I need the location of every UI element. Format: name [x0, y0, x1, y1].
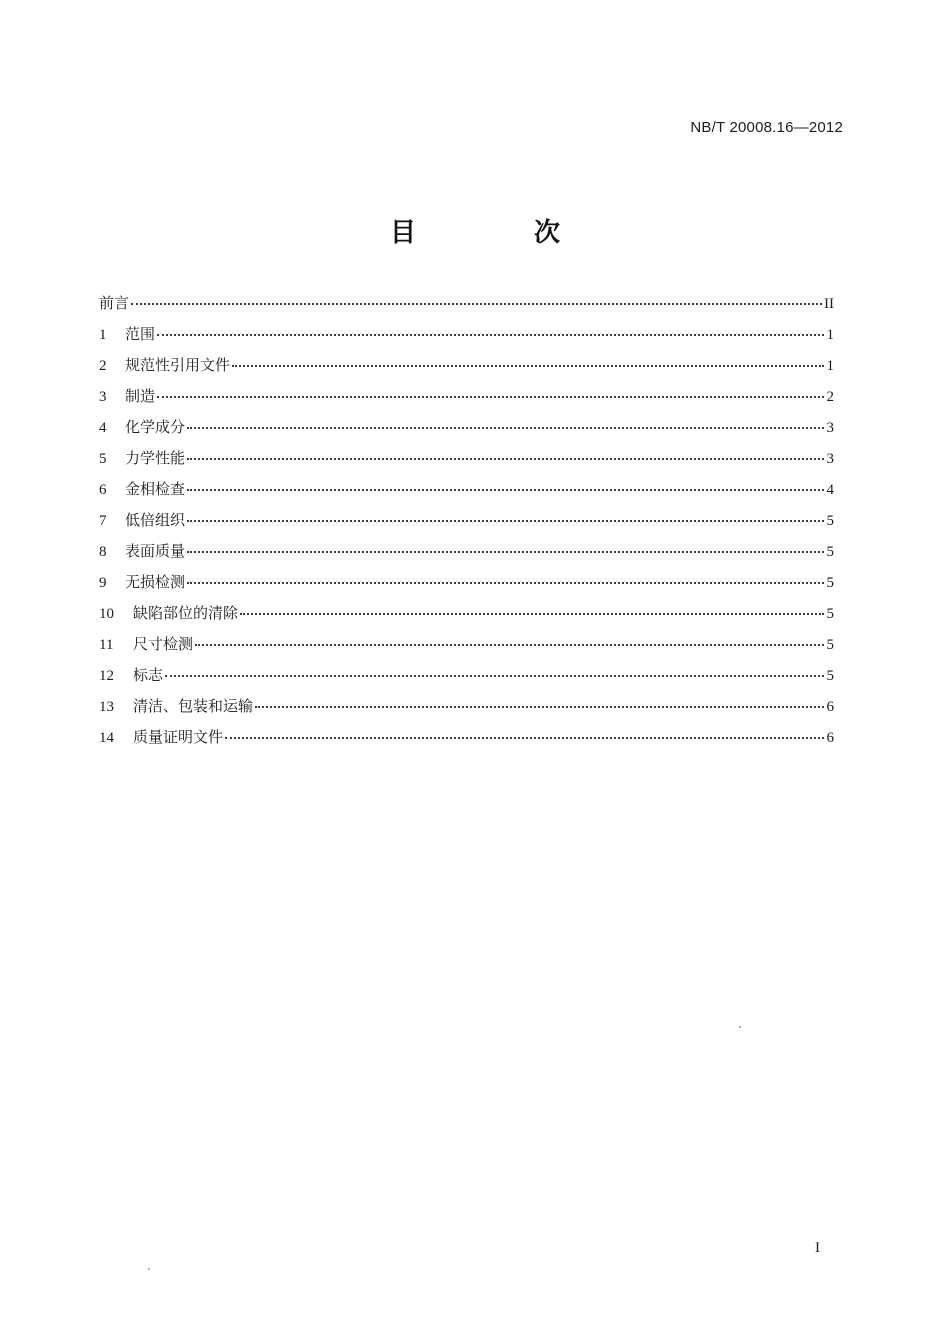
- toc-entry-8[interactable]: [99, 540, 834, 571]
- toc-entry-label: 无损检测: [125, 573, 186, 591]
- toc-entry-10[interactable]: [99, 602, 834, 633]
- toc-entry-number: 9: [99, 575, 107, 591]
- toc-title: 目 次: [389, 218, 606, 248]
- toc-entry-page: 5: [826, 668, 834, 684]
- dot-leader: [157, 334, 824, 336]
- dot-leader: [232, 365, 824, 367]
- toc-entry-number: 7: [99, 513, 107, 529]
- toc-entry-number: 13: [99, 699, 114, 715]
- toc-entry-5[interactable]: [99, 447, 834, 478]
- toc-entry-label: 清洁、包装和运输: [133, 697, 254, 715]
- toc-entry-number: 4: [99, 420, 107, 436]
- toc-entry-number: 2: [99, 358, 107, 374]
- toc-entry-label: 规范性引用文件: [125, 356, 231, 374]
- dot-leader: [187, 582, 824, 584]
- table-of-contents: [99, 292, 834, 757]
- toc-entry-label: 范围: [125, 325, 156, 343]
- toc-entry-page: 5: [826, 637, 834, 653]
- toc-entry-1[interactable]: [99, 323, 834, 354]
- toc-entry-page: 5: [826, 544, 834, 560]
- toc-entry-number: 10: [99, 606, 114, 622]
- toc-entry-label: 表面质量: [125, 542, 186, 560]
- toc-entry-label: 化学成分: [125, 418, 186, 436]
- toc-entry-number: 6: [99, 482, 107, 498]
- dot-leader: [225, 737, 824, 739]
- toc-entry-number: 12: [99, 668, 114, 684]
- dot-leader: [240, 613, 824, 615]
- toc-entry-3[interactable]: [99, 385, 834, 416]
- toc-entry-page: 1: [826, 327, 834, 343]
- scan-speck: [148, 1268, 150, 1270]
- toc-entry-page: II: [824, 296, 834, 312]
- toc-entry-2[interactable]: [99, 354, 834, 385]
- toc-entry-label: 制造: [125, 387, 156, 405]
- standard-code: NB/T 20008.16—2012: [690, 119, 843, 136]
- dot-leader: [187, 489, 824, 491]
- dot-leader: [187, 551, 824, 553]
- toc-entry-label: 金相检查: [125, 480, 186, 498]
- dot-leader: [131, 303, 822, 305]
- toc-entry-page: 6: [826, 730, 834, 746]
- dot-leader: [157, 396, 824, 398]
- toc-entry-14[interactable]: [99, 726, 834, 757]
- toc-entry-page: 3: [826, 420, 834, 436]
- toc-entry-page: 2: [826, 389, 834, 405]
- toc-entry-page: 1: [826, 358, 834, 374]
- toc-entry-label: 缺陷部位的清除: [133, 604, 239, 622]
- toc-entry-page: 5: [826, 575, 834, 591]
- toc-entry-6[interactable]: [99, 478, 834, 509]
- toc-entry-11[interactable]: [99, 633, 834, 664]
- page-number: I: [815, 1240, 820, 1256]
- toc-entry-number: 1: [99, 327, 107, 343]
- toc-entry-label: 前言: [99, 294, 130, 312]
- dot-leader: [255, 706, 824, 708]
- toc-entry-4[interactable]: [99, 416, 834, 447]
- toc-entry-label: 质量证明文件: [133, 728, 224, 746]
- dot-leader: [195, 644, 824, 646]
- toc-entry-page: 6: [826, 699, 834, 715]
- dot-leader: [187, 520, 824, 522]
- toc-entry-number: 8: [99, 544, 107, 560]
- toc-entry-number: 14: [99, 730, 114, 746]
- toc-entry-12[interactable]: [99, 664, 834, 695]
- scan-speck: [739, 1026, 741, 1028]
- toc-entry-label: 力学性能: [125, 449, 186, 467]
- toc-entry-label: 尺寸检测: [133, 635, 194, 653]
- toc-entry-page: 5: [826, 606, 834, 622]
- toc-entry-foreword[interactable]: [99, 292, 834, 323]
- toc-entry-7[interactable]: [99, 509, 834, 540]
- dot-leader: [187, 427, 824, 429]
- toc-entry-page: 4: [826, 482, 834, 498]
- toc-entry-number: 3: [99, 389, 107, 405]
- toc-entry-page: 3: [826, 451, 834, 467]
- toc-entry-page: 5: [826, 513, 834, 529]
- toc-entry-number: 5: [99, 451, 107, 467]
- toc-entry-13[interactable]: [99, 695, 834, 726]
- dot-leader: [187, 458, 824, 460]
- toc-entry-number: 11: [99, 637, 114, 653]
- dot-leader: [165, 675, 824, 677]
- toc-entry-label: 标志: [133, 666, 164, 684]
- toc-entry-9[interactable]: [99, 571, 834, 602]
- toc-entry-label: 低倍组织: [125, 511, 186, 529]
